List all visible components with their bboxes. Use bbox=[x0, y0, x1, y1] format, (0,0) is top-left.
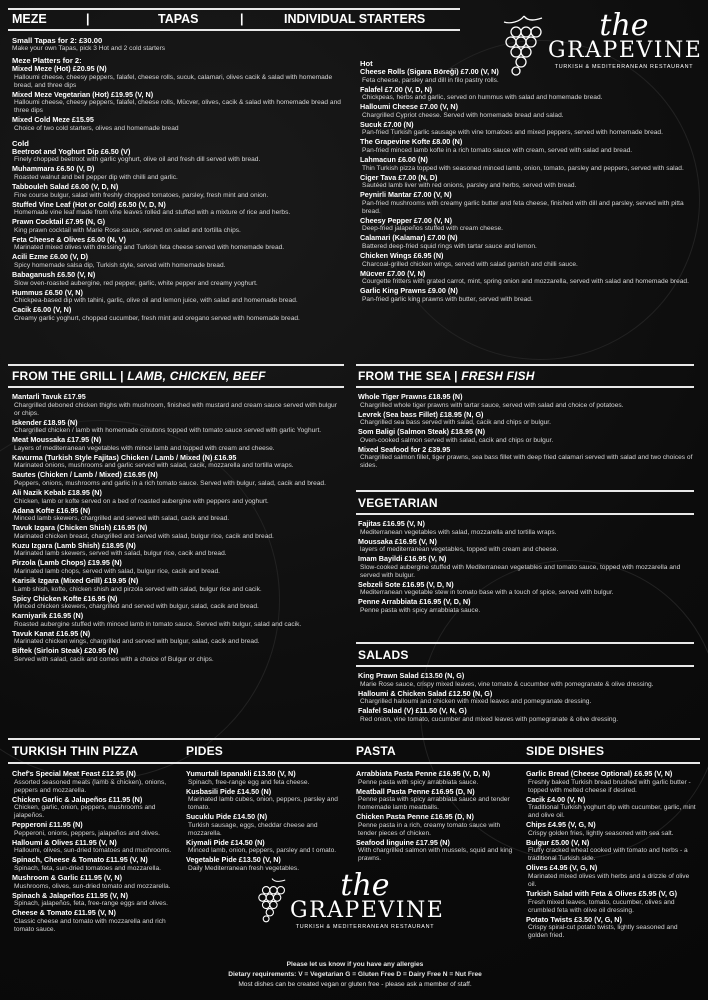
menu-item bbox=[12, 454, 344, 471]
pides-title: PIDES bbox=[186, 744, 224, 758]
menu-item-name: Peynirli Mantar £7.00 (V, N) bbox=[360, 190, 452, 200]
menu-item-name: Halloumi & Olives £11.95 (V, N) bbox=[12, 837, 117, 847]
grapes-icon bbox=[250, 872, 294, 937]
top-section-header bbox=[8, 8, 460, 31]
menu-item-name: Spinach & Jalapeños £11.95 (V, N) bbox=[12, 890, 128, 900]
pasta-title: PASTA bbox=[356, 744, 396, 758]
menu-item-description: Pan-fried minced lamb kofte in a rich tomato sauce with cream, served with salad and bread. bbox=[362, 146, 633, 154]
menu-item bbox=[360, 138, 698, 155]
pides-section bbox=[186, 744, 352, 874]
menu-item-description: Pan-fried Turkish garlic sausage with vine tomatoes and mixed peppers, served with homemade bread. bbox=[362, 129, 663, 137]
menu-item-description: Penne pasta with spicy arrabbiata sauce. bbox=[358, 778, 479, 786]
menu-item-description: Courgette fritters with grated carrot, mint, spring onion and mozzarella, served with salad and homemade bread. bbox=[362, 278, 689, 286]
menu-item-name: Som Baligi (Salmon Steak) £18.95 (N) bbox=[358, 427, 486, 437]
menu-item-name: Cacik £6.00 (V, N) bbox=[12, 305, 72, 315]
logo-tagline: TURKISH & MEDITERRANEAN RESTAURANT bbox=[295, 924, 435, 930]
menu-item-name: Babaganush £6.50 (V, N) bbox=[12, 269, 96, 279]
menu-item-description: Penne pasta in a rich, creamy tomato sauce with tender pieces of chicken. bbox=[358, 821, 501, 837]
cold-title: Cold bbox=[12, 138, 29, 148]
menu-item-name: Chicken Wings £6.95 (N) bbox=[360, 250, 444, 260]
menu-item-name: Hummus £6.50 (V, N) bbox=[12, 287, 83, 297]
menu-item-description: Layers of mediterranean vegetables with mince lamb and topped with cream and cheese. bbox=[14, 444, 275, 452]
menu-item bbox=[12, 306, 352, 323]
restaurant-logo-bottom bbox=[290, 868, 445, 930]
menu-item-name: Whole Tiger Prawns £18.95 (N) bbox=[358, 392, 463, 401]
menu-item bbox=[360, 217, 698, 234]
menu-item bbox=[12, 595, 344, 612]
vegetarian-title: VEGETARIAN bbox=[358, 496, 438, 510]
menu-item bbox=[356, 770, 520, 787]
menu-item-description: Pan-fried mushrooms with creamy garlic butter and feta cheese, finished with dill and parsley, served with pitta bread. bbox=[362, 199, 684, 215]
menu-item-description: Roasted aubergine stuffed with minced lamb in tomato sauce. Served with bulgur, salad and cacik. bbox=[14, 620, 302, 628]
pides-list bbox=[186, 770, 352, 873]
menu-item bbox=[186, 788, 352, 813]
menu-item bbox=[358, 672, 694, 689]
menu-item-description: Mediterranean vegetables with salad, mozzarella and tortilla wraps. bbox=[360, 528, 557, 536]
menu-item bbox=[358, 446, 694, 471]
menu-item-description: Classic cheese and tomato with mozzarella and rich tomato sauce. bbox=[14, 917, 166, 933]
meze-platters-list bbox=[12, 65, 352, 133]
tab-divider: | bbox=[86, 12, 90, 26]
menu-item-description: Thin Turkish pizza topped with seasoned minced lamb, onion, tomato, parsley and peppers, served with salad. bbox=[362, 164, 684, 172]
logo-name: GRAPEVINE bbox=[290, 898, 445, 923]
menu-item-description: Freshly baked Turkish bread brushed with garlic butter - topped with melted cheese if desired. bbox=[528, 778, 691, 794]
menu-item bbox=[526, 890, 698, 915]
menu-item bbox=[12, 165, 352, 182]
salads-title: SALADS bbox=[358, 648, 409, 662]
menu-item-name: Vegetable Pide £13.50 (V, N) bbox=[186, 855, 281, 865]
menu-item bbox=[360, 174, 698, 191]
menu-item-name: Pepperoni £11.95 (N) bbox=[12, 820, 83, 830]
menu-item-description: Marinated chicken breast, chargrilled and served with salad, bulgur rice, cacik and bread. bbox=[14, 532, 274, 540]
menu-item bbox=[186, 856, 352, 873]
menu-item bbox=[12, 559, 344, 576]
menu-item-description: Marinated onions, mushrooms and garlic served with salad, cacik, mozzarella and tortilla wraps. bbox=[14, 462, 294, 470]
menu-item-name: Pirzola (Lamb Chops) £19.95 (N) bbox=[12, 558, 122, 568]
menu-item-name: Beetroot and Yoghurt Dip £6.50 (V) bbox=[12, 146, 131, 156]
menu-item-description: Chickpeas, herbs and garlic, served on hummus with salad and homemade bread. bbox=[362, 94, 603, 102]
pizza-list bbox=[12, 770, 180, 934]
tab-meze: MEZE bbox=[12, 12, 47, 26]
menu-item-description: Assorted seasoned meats (lamb & chicken), onions, peppers and mozzarella. bbox=[14, 778, 167, 794]
menu-item-name: Levrek (Sea bass Fillet) £18.95 (N, G) bbox=[358, 409, 484, 419]
logo-the: the bbox=[340, 868, 390, 903]
menu-item-name: Spinach, Cheese & Tomato £11.95 (V, N) bbox=[12, 855, 148, 865]
menu-item-description: Battered deep-fried squid rings with tartar sauce and lemon. bbox=[362, 242, 537, 250]
small-tapas-note: Make your own Tapas, pick 3 Hot and 2 cold starters bbox=[12, 45, 166, 52]
sides-list bbox=[526, 770, 698, 940]
menu-item-description: Chargrilled Cypriot cheese. Served with homemade bread and salad. bbox=[362, 111, 564, 119]
menu-item-name: Potato Twists £3.50 (V, G, N) bbox=[526, 914, 622, 924]
starters-right-column bbox=[360, 59, 698, 305]
menu-item bbox=[12, 892, 180, 909]
logo-name: GRAPEVINE bbox=[548, 38, 703, 63]
menu-item-description: Penne pasta with spicy arrabbiata sauce and tender homemade lamb meatballs. bbox=[358, 796, 510, 812]
starters-left-column bbox=[12, 36, 352, 324]
sea-title: FROM THE SEA bbox=[358, 369, 451, 383]
menu-item-description: Fresh mixed leaves, tomato, cucumber, olives and crumbled feta with olive oil dressing. bbox=[528, 898, 675, 914]
menu-item bbox=[360, 252, 698, 269]
menu-item-name: Kavurma (Turkish Style Fajitas) Chicken / Lamb / Mixed (N) £16.95 bbox=[12, 452, 237, 462]
small-tapas-title: Small Tapas for 2: £30.00 bbox=[12, 36, 103, 45]
vegan-note: Most dishes can be created vegan or gluten free - please ask a member of staff. bbox=[238, 981, 472, 988]
menu-item-name: Cacik £4.00 (V, N) bbox=[526, 794, 586, 804]
menu-item-description: Roasted walnut and bell pepper dip with chilli and garlic. bbox=[14, 173, 178, 181]
menu-item bbox=[358, 690, 694, 707]
cold-list bbox=[12, 148, 352, 323]
sides-title: SIDE DISHES bbox=[526, 744, 605, 758]
menu-item-description: Creamy garlic yoghurt, chopped cucumber, fresh mint and oregano served with homemade bread. bbox=[14, 314, 300, 322]
menu-item-name: Seafood linguine £17.95 (N) bbox=[356, 837, 450, 847]
menu-item bbox=[526, 821, 698, 838]
pizza-section bbox=[12, 744, 180, 935]
menu-item-name: Falafel £7.00 (V, D, N) bbox=[360, 84, 433, 94]
menu-item-name: Sebzeli Sote £16.95 (V, D, N) bbox=[358, 579, 454, 589]
logo-the: the bbox=[599, 8, 649, 43]
menu-item-name: Falafel Salad (V) £11.50 (V, N, G) bbox=[358, 706, 467, 716]
menu-item bbox=[186, 813, 352, 838]
menu-item bbox=[360, 156, 698, 173]
grill-list bbox=[8, 388, 344, 664]
menu-item bbox=[12, 201, 352, 218]
menu-item-description: Minced lamb, onion, peppers, parsley and t omato. bbox=[188, 847, 337, 855]
menu-item bbox=[358, 428, 694, 445]
hot-list bbox=[360, 68, 698, 304]
menu-item-name: Mixed Meze Vegetarian (Hot) £19.95 (V, N) bbox=[12, 89, 154, 99]
menu-item-description: Red onion, vine tomato, cucumber and mixed leaves with pomegranate & olive dressing. bbox=[360, 715, 619, 723]
menu-item bbox=[12, 148, 352, 165]
menu-item bbox=[12, 524, 344, 541]
menu-item-description: Chargrilled sea bass served with salad, cacik and chips or bulgur. bbox=[360, 419, 551, 427]
menu-item bbox=[12, 577, 344, 594]
menu-item-name: Ciger Tava £7.00 (N, D) bbox=[360, 172, 438, 182]
menu-item-name: Olives £4.95 (V, G, N) bbox=[526, 863, 598, 873]
menu-item-name: Feta Cheese & Olives £6.00 (N, V) bbox=[12, 234, 126, 244]
menu-item-description: Feta cheese, parsley and dill in filo pastry rolls. bbox=[362, 76, 499, 84]
menu-item-description: Chargrilled deboned chicken thighs with mushroom, finished with mustard and cream sauce served with bulgur or chips. bbox=[14, 401, 337, 417]
menu-item-description: King prawn cocktail with Marie Rose sauce, served on salad and tortilla chips. bbox=[14, 226, 241, 234]
menu-item-description: Marinated lamb skewers, served with salad, bulgur rice, cacik and bread. bbox=[14, 550, 227, 558]
menu-item-description: Minced chicken skewers, chargrilled and served with bulgur, salad, cacik and bread. bbox=[14, 603, 259, 611]
menu-item-description: Oven-cooked salmon served with salad, cacik and chips or bulgur. bbox=[360, 436, 554, 444]
menu-item bbox=[12, 839, 180, 856]
menu-item-description: Mushrooms, olives, sun-dried tomato and mozzarella. bbox=[14, 882, 171, 890]
menu-item-description: Slow-cooked aubergine stuffed with Mediterranean vegetables and tomato sauce, topped with mozzarella and served with bulgur. bbox=[360, 563, 681, 579]
menu-item-name: Mixed Seafood for 2 £39.95 bbox=[358, 444, 451, 454]
menu-item-description: Chargrilled whole tiger prawns with tartar sauce, served with salad and choice of potatoes. bbox=[360, 401, 624, 409]
menu-item bbox=[360, 68, 698, 85]
vegetarian-section bbox=[356, 490, 694, 616]
menu-item bbox=[12, 393, 344, 418]
menu-item bbox=[526, 796, 698, 821]
menu-item-description: Fine course bulgur, salad with freshly chopped tomatoes, parsley, fresh mint and onion. bbox=[14, 191, 269, 199]
menu-item bbox=[360, 191, 698, 216]
menu-item-description: Chickpea-based dip with tahini, garlic, olive oil and lemon juice, with salad and homemade bread. bbox=[14, 297, 298, 305]
meze-platters-title: Meze Platters for 2: bbox=[12, 56, 82, 65]
menu-item-name: Imam Bayildi £16.95 (V, N) bbox=[358, 554, 447, 564]
menu-item-description: Spicy homemade salsa dip, Turkish style, served with homemade bread. bbox=[14, 261, 226, 269]
menu-item-description: Homemade vine leaf made from vine leaves rolled and stuffed with a mixture of rice and herbs. bbox=[14, 209, 291, 217]
menu-item bbox=[358, 520, 694, 537]
sea-header bbox=[356, 366, 694, 386]
menu-item bbox=[12, 489, 344, 506]
menu-item bbox=[526, 864, 698, 889]
menu-item-name: Tabbouleh Salad £6.00 (V, D, N) bbox=[12, 181, 119, 191]
sides-section bbox=[526, 744, 698, 941]
menu-item-description: Spinach, free-range egg and feta cheese. bbox=[188, 778, 310, 786]
menu-item-name: Garlic Bread (Cheese Optional) £6.95 (V, N) bbox=[526, 769, 673, 778]
menu-item-name: Chicken Garlic & Jalapeños £11.95 (N) bbox=[12, 794, 143, 804]
menu-item-name: Prawn Cocktail £7.95 (N, G) bbox=[12, 217, 106, 227]
menu-item-description: Served with salad, cacik and comes with a choice of Bulgur or chips. bbox=[14, 655, 214, 663]
sea-divider: | bbox=[454, 369, 462, 383]
menu-item-name: Sucuk £7.00 (N) bbox=[360, 119, 414, 129]
menu-item-name: King Prawn Salad £13.50 (N, G) bbox=[358, 671, 465, 680]
tab-divider: | bbox=[240, 12, 244, 26]
menu-item-name: The Grapevine Kofte £8.00 (N) bbox=[360, 137, 463, 147]
menu-item-description: Fluffy cracked wheat cooked with tomato and herbs - a traditional Turkish side. bbox=[528, 847, 688, 863]
menu-item bbox=[12, 542, 344, 559]
menu-item bbox=[526, 839, 698, 864]
menu-item-description: Peppers, onions, mushrooms and garlic in a rich tomato sauce. Served with bulgur, salad, cacik and bread. bbox=[14, 479, 326, 487]
menu-item bbox=[12, 116, 352, 133]
menu-item bbox=[526, 770, 698, 795]
menu-item bbox=[360, 287, 698, 304]
pasta-section bbox=[356, 744, 520, 864]
menu-item-description: layers of mediterranean vegetables, topped with cream and cheese. bbox=[360, 546, 559, 554]
menu-item-name: Bulgur £5.00 (V, N) bbox=[526, 837, 590, 847]
menu-item-description: Daily Mediterranean fresh vegetables. bbox=[188, 864, 300, 872]
menu-item bbox=[12, 419, 344, 436]
menu-item bbox=[12, 612, 344, 629]
pizza-title: TURKISH THIN PIZZA bbox=[12, 744, 139, 758]
grill-subtitle: LAMB, CHICKEN, BEEF bbox=[127, 369, 266, 383]
menu-item-name: Kiymali Pide £14.50 (N) bbox=[186, 837, 265, 847]
menu-item bbox=[12, 471, 344, 488]
menu-item-name: Karniyarik £16.95 (N) bbox=[12, 611, 84, 621]
menu-item-description: Marinated chicken wings, chargrilled and served with bulgur, salad, cacik and bread. bbox=[14, 638, 260, 646]
menu-item-name: Tavuk Izgara (Chicken Shish) £16.95 (N) bbox=[12, 523, 148, 533]
menu-item-description: Marinated lamb chops, served with salad, bulgur rice, cacik and bread. bbox=[14, 567, 220, 575]
menu-item-name: Calamari (Kalamar) £7.00 (N) bbox=[360, 233, 458, 243]
menu-item bbox=[12, 856, 180, 873]
menu-item-description: Crispy golden fries, lightly seasoned with sea salt. bbox=[528, 829, 674, 837]
menu-item-name: Sautes (Chicken / Lamb / Mixed) £16.95 (N) bbox=[12, 470, 158, 480]
menu-item-description: Sautéed lamb liver with red onions, parsley and herbs, served with bread. bbox=[362, 182, 577, 190]
pasta-list bbox=[356, 770, 520, 863]
menu-item-name: Muhammara £6.50 (V, D) bbox=[12, 164, 95, 174]
menu-item-description: Traditional Turkish yoghurt dip with cucumber, garlic, mint and olive oil. bbox=[528, 804, 696, 820]
menu-item bbox=[186, 770, 352, 787]
menu-item bbox=[12, 65, 352, 90]
menu-item-description: Turkish sausage, eggs, cheddar cheese and mozzarella. bbox=[188, 821, 318, 837]
menu-item-description: Marinated mixed olives with herbs and a drizzle of olive oil. bbox=[528, 872, 690, 888]
grill-divider: | bbox=[120, 369, 128, 383]
sea-subtitle: FRESH FISH bbox=[461, 369, 535, 383]
vegetarian-list bbox=[356, 515, 694, 615]
menu-item-name: Cheesy Pepper £7.00 (V, N) bbox=[360, 215, 453, 225]
menu-item-name: Moussaka £16.95 (V, N) bbox=[358, 536, 437, 546]
menu-item bbox=[12, 236, 352, 253]
menu-item bbox=[358, 393, 694, 410]
dietary-key: Dietary requirements: V = Vegetarian G = Gluten Free D = Dairy Free N = Nut Free bbox=[228, 971, 482, 978]
menu-item-name: Mixed Cold Meze £15.95 bbox=[12, 115, 94, 125]
menu-item bbox=[360, 86, 698, 103]
menu-item-name: Mixed Meze (Hot) £20.95 (N) bbox=[12, 64, 107, 73]
menu-item-description: Mediterranean vegetable stew in tomato base with a touch of spice, served with bulgur. bbox=[360, 589, 614, 597]
menu-item-name: Iskender £18.95 (N) bbox=[12, 417, 78, 427]
menu-item-name: Biftek (Sirloin Steak) £20.95 (N) bbox=[12, 646, 119, 656]
footer bbox=[180, 960, 530, 990]
menu-item-name: Tavuk Kanat £16.95 (N) bbox=[12, 628, 91, 638]
menu-item bbox=[526, 916, 698, 941]
menu-item-description: Crispy spiral-cut potato twists, lightly seasoned and golden fried. bbox=[528, 924, 678, 940]
menu-item-name: Chicken Pasta Penne £16.95 (D, N) bbox=[356, 812, 474, 822]
menu-item-name: Mantarli Tavuk £17.95 bbox=[12, 392, 86, 401]
menu-item-name: Meatball Pasta Penne £16.95 (D, N) bbox=[356, 786, 475, 796]
menu-item-name: Chef's Special Meat Feast £12.95 (N) bbox=[12, 769, 136, 778]
menu-item bbox=[12, 271, 352, 288]
menu-item-description: Chargrilled halloumi and chicken with mixed leaves and pomegranate dressing. bbox=[360, 698, 592, 706]
menu-item-description: Chargrilled salmon fillet, tiger prawns, sea bass fillet with deep fried calamari served with salad and two choices of sides. bbox=[360, 454, 693, 470]
menu-item bbox=[12, 507, 344, 524]
menu-item-name: Ali Nazik Kebab £18.95 (N) bbox=[12, 487, 102, 497]
menu-item-description: Marinated lamb cubes, onion, peppers, parsley and tomato. bbox=[188, 796, 338, 812]
menu-item bbox=[358, 598, 694, 615]
menu-item-name: Karisik Izgara (Mixed Grill) £19.95 (N) bbox=[12, 575, 139, 585]
menu-item-name: Cheese & Tomato £11.95 (V, N) bbox=[12, 908, 116, 918]
menu-item-description: Minced lamb skewers, chargrilled and served with salad, cacik and bread. bbox=[14, 515, 230, 523]
menu-item-description: Lamb shish, kofte, chicken shish and pirzola served with salad, bulgur rice and cacik. bbox=[14, 585, 262, 593]
menu-item bbox=[12, 770, 180, 795]
hot-title: Hot bbox=[360, 59, 373, 68]
menu-item-name: Mücver £7.00 (V, N) bbox=[360, 268, 426, 278]
menu-item-description: Deep-fried jalapeños stuffed with cream cheese. bbox=[362, 225, 503, 233]
menu-item bbox=[360, 103, 698, 120]
bottom-rule bbox=[8, 29, 460, 31]
menu-item bbox=[12, 253, 352, 270]
menu-item-name: Halloumi & Chicken Salad £12.50 (N, G) bbox=[358, 688, 493, 698]
menu-item-description: Marie Rose sauce, crispy mixed leaves, vine tomato & cucumber with pomegranate & olive dressing. bbox=[360, 680, 654, 688]
menu-item-description: Penne pasta with spicy arrabbiata sauce. bbox=[360, 606, 481, 614]
tab-tapas: TAPAS bbox=[158, 12, 199, 26]
menu-item-name: Adana Kofte £16.95 (N) bbox=[12, 505, 91, 515]
menu-item-description: Chargrilled chicken / lamb with homemade croutons topped with tomato sauce served with garlic Yoghurt. bbox=[14, 427, 322, 435]
menu-item-name: Lahmacun £6.00 (N) bbox=[360, 154, 428, 164]
menu-item-name: Halloumi Cheese £7.00 (V, N) bbox=[360, 102, 459, 112]
bottom-rule-top bbox=[8, 738, 700, 740]
menu-item bbox=[12, 796, 180, 821]
menu-item-description: Marinated mixed olives with dressing and Turkish feta cheese served with homemade bread. bbox=[14, 244, 285, 252]
menu-item-name: Spicy Chicken Kofte £16.95 (N) bbox=[12, 593, 118, 603]
menu-item-description: Pepperoni, onions, peppers, jalapeños and olives. bbox=[14, 829, 160, 837]
menu-item bbox=[12, 436, 344, 453]
menu-item-name: Arrabbiata Pasta Penne £16.95 (V, D, N) bbox=[356, 769, 490, 778]
menu-item bbox=[360, 270, 698, 287]
menu-item-name: Acili Ezme £6.00 (V, D) bbox=[12, 252, 89, 262]
menu-item-description: Chicken, lamb or kofte served on a bed of roasted aubergine with peppers and yoghurt. bbox=[14, 497, 269, 505]
tab-individual-starters: INDIVIDUAL STARTERS bbox=[284, 12, 426, 26]
menu-item bbox=[358, 581, 694, 598]
menu-item bbox=[356, 813, 520, 838]
logo-tagline: TURKISH & MEDITERRANEAN RESTAURANT bbox=[554, 64, 694, 70]
menu-item-name: Fajitas £16.95 (V, N) bbox=[358, 519, 425, 528]
menu-item-description: Spinach, feta, sun-dried tomatoes and mozzarella. bbox=[14, 864, 161, 872]
menu-item-description: Halloumi cheese, cheesy peppers, falafel, cheese rolls, Mücver, olives, cacik & salad with homemade bread and three dips bbox=[14, 99, 341, 115]
menu-item bbox=[12, 218, 352, 235]
menu-item-description: Halloumi, olives, sun-dried tomatoes and mushrooms. bbox=[14, 847, 172, 855]
menu-item bbox=[360, 234, 698, 251]
menu-item-name: Chips £4.95 (V, G, N) bbox=[526, 820, 596, 830]
menu-item-name: Sucuklu Pide £14.50 (N) bbox=[186, 812, 268, 822]
grill-section bbox=[8, 364, 344, 665]
menu-item-name: Kusbasili Pide £14.50 (N) bbox=[186, 786, 272, 796]
menu-item-name: Mushroom & Garlic £11.95 (V, N) bbox=[12, 872, 122, 882]
menu-item bbox=[356, 788, 520, 813]
menu-item-name: Stuffed Vine Leaf (Hot or Cold) £6.50 (V, D, N) bbox=[12, 199, 166, 209]
grill-header bbox=[8, 366, 344, 386]
menu-item bbox=[360, 121, 698, 138]
menu-item-description: Chicken, garlic, onion, peppers, mushrooms and jalapeños. bbox=[14, 804, 156, 820]
menu-item-description: Choice of two cold starters, olives and homemade bread bbox=[14, 124, 179, 132]
menu-item-description: Pan-fried garlic king prawns with butter, served with bread. bbox=[362, 295, 533, 303]
menu-item bbox=[12, 289, 352, 306]
allergy-note: Please let us know if you have any allergies bbox=[286, 961, 424, 968]
menu-item bbox=[12, 183, 352, 200]
menu-item bbox=[186, 839, 352, 856]
menu-item-description: Charcoal-grilled chicken wings, served with salad garnish and chilli sauce. bbox=[362, 260, 578, 268]
menu-item-description: With chargrilled salmon with mussels, squid and king prawns. bbox=[358, 847, 513, 863]
menu-item-name: Meat Moussaka £17.95 (N) bbox=[12, 435, 102, 445]
menu-item-description: Halloumi cheese, cheesy peppers, falafel, cheese rolls, sucuk, calamari, olives cacik & salad with homemade bread, and three dips bbox=[14, 73, 333, 89]
section-tabs bbox=[8, 10, 460, 29]
menu-item-name: Garlic King Prawns £9.00 (N) bbox=[360, 286, 458, 296]
menu-item bbox=[358, 707, 694, 724]
sea-list bbox=[356, 388, 694, 470]
menu-item-name: Turkish Salad with Feta & Olives £5.95 (V, G) bbox=[526, 888, 677, 898]
menu-item bbox=[12, 821, 180, 838]
menu-item-description: Slow oven-roasted aubergine, red pepper, garlic, white pepper and creamy yoghurt. bbox=[14, 279, 258, 287]
sea-section bbox=[356, 364, 694, 471]
menu-item-name: Cheese Rolls (Sigara Böreği) £7.00 (V, N) bbox=[360, 67, 499, 76]
menu-item bbox=[12, 630, 344, 647]
salads-list bbox=[356, 667, 694, 724]
menu-item bbox=[12, 909, 180, 934]
menu-item bbox=[358, 538, 694, 555]
menu-item-name: Kuzu Izgara (Lamb Shish) £18.95 (N) bbox=[12, 540, 136, 550]
salads-section bbox=[356, 642, 694, 725]
menu-item bbox=[12, 874, 180, 891]
menu-item-description: Spinach, jalapeños, feta, free-range eggs and olives. bbox=[14, 900, 168, 908]
menu-item bbox=[356, 839, 520, 864]
menu-item bbox=[12, 91, 352, 116]
menu-item bbox=[358, 555, 694, 580]
menu-item-description: Finely chopped beetroot with garlic yoghurt, olive oil and fresh dill served with bread. bbox=[14, 156, 261, 164]
grill-title: FROM THE GRILL bbox=[12, 369, 117, 383]
menu-item-name: Yumurtali Ispanakli £13.50 (V, N) bbox=[186, 769, 296, 778]
menu-item-name: Penne Arrabbiata £16.95 (V, D, N) bbox=[358, 597, 471, 607]
menu-item bbox=[358, 411, 694, 428]
menu-item bbox=[12, 647, 344, 664]
